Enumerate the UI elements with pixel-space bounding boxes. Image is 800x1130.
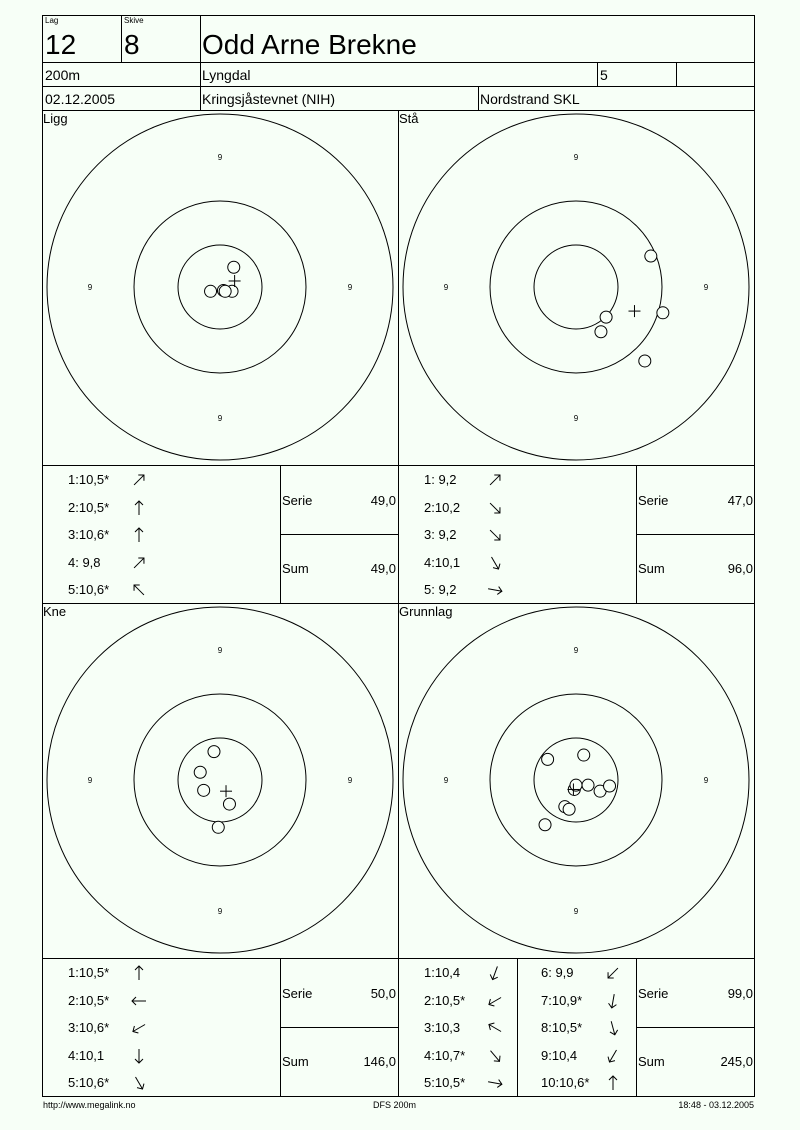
footer-range: DFS 200m (373, 1100, 417, 1110)
direction-arrow-icon (486, 1047, 504, 1065)
panel-title-kne: Kne (43, 604, 67, 619)
sum-value: 49,0 (370, 561, 396, 576)
direction-arrow-icon (604, 1047, 622, 1065)
shot-score: 3:10,6* (68, 527, 110, 542)
shot-hole (657, 307, 669, 319)
shot-score: 2:10,5* (68, 992, 110, 1008)
ring-label: 9 (217, 414, 223, 423)
direction-arrow-icon (486, 526, 504, 544)
distance: 200m (45, 67, 81, 83)
serie-label: Serie (638, 493, 669, 508)
shot-score: 4:10,1 (424, 554, 461, 570)
direction-arrow-icon (486, 964, 504, 982)
sum-value: 146,0 (363, 1054, 396, 1069)
target-1 (47, 114, 393, 460)
shot-hole (194, 766, 206, 778)
direction-arrow-icon (130, 964, 148, 982)
ring-label: 9 (87, 283, 93, 292)
shot-hole (600, 311, 612, 323)
sum-value: 245,0 (720, 1054, 753, 1069)
shooter-name: Odd Arne Brekne (202, 29, 417, 60)
direction-arrow-icon (130, 1074, 148, 1092)
ring-label: 9 (443, 283, 449, 292)
ring-label: 9 (217, 907, 223, 916)
serie-value: 47,0 (727, 493, 753, 508)
shot-score: 8:10,5* (541, 1020, 583, 1035)
sum-label: Sum (282, 561, 309, 576)
shot-score: 1:10,4 (424, 965, 461, 980)
shot-hole (219, 285, 231, 297)
club: Lyngdal (202, 67, 251, 83)
direction-arrow-icon (486, 471, 504, 489)
shot-score: 1:10,5* (68, 472, 110, 487)
shot-score: 2:10,5* (424, 992, 466, 1008)
lag-number: 12 (45, 29, 77, 60)
ring-label: 9 (703, 776, 709, 785)
direction-arrow-icon (604, 992, 622, 1010)
shot-hole (228, 261, 240, 273)
shot-score: 10:10,6* (541, 1075, 590, 1090)
shot-hole (582, 779, 594, 791)
shot-hole (198, 784, 210, 796)
shot-score: 4:10,7* (424, 1047, 466, 1063)
ring-label: 9 (573, 153, 579, 162)
ring-label: 9 (573, 907, 579, 916)
shot-score: 2:10,2 (424, 499, 461, 515)
direction-arrow-icon (130, 992, 148, 1010)
footer-url: http://www.megalink.no (43, 1100, 136, 1110)
shot-score: 3:10,6* (68, 1020, 110, 1035)
organizer: Nordstrand SKL (480, 91, 580, 107)
direction-arrow-icon (486, 499, 504, 517)
class-number: 5 (600, 67, 608, 83)
direction-arrow-icon (486, 1074, 504, 1092)
serie-label: Serie (282, 493, 313, 508)
shot-hole (639, 355, 651, 367)
shot-hole (212, 821, 224, 833)
shot-score: 2:10,5* (68, 499, 110, 515)
shot-score: 4: 9,8 (68, 554, 101, 570)
direction-arrow-icon (604, 1019, 622, 1037)
serie-label: Serie (638, 986, 669, 1001)
shot-score: 5:10,6* (68, 582, 110, 597)
sum-value: 96,0 (727, 561, 753, 576)
date: 02.12.2005 (45, 91, 116, 107)
shot-hole (205, 285, 217, 297)
direction-arrow-icon (130, 554, 148, 572)
ring-label: 9 (347, 776, 353, 785)
ring-label: 9 (87, 776, 93, 785)
target-3 (47, 607, 393, 953)
target-4 (403, 607, 749, 953)
serie-value: 99,0 (727, 986, 753, 1001)
ring-label: 9 (217, 646, 223, 655)
shot-score: 3:10,3 (424, 1020, 461, 1035)
panel-title-sta: Stå (399, 111, 419, 126)
direction-arrow-icon (130, 526, 148, 544)
shot-score: 5: 9,2 (424, 582, 457, 597)
direction-arrow-icon (486, 992, 504, 1010)
direction-arrow-icon (130, 581, 148, 599)
shot-score: 1: 9,2 (424, 472, 457, 487)
sum-label: Sum (282, 1054, 309, 1069)
direction-arrow-icon (486, 554, 504, 572)
shot-hole (539, 819, 551, 831)
shot-hole (645, 250, 657, 262)
direction-arrow-icon (130, 499, 148, 517)
target-ring (403, 114, 749, 460)
sum-label: Sum (638, 1054, 665, 1069)
shot-score: 1:10,5* (68, 965, 110, 980)
skive-number: 8 (124, 29, 140, 60)
footer-timestamp: 18:48 - 03.12.2005 (678, 1100, 754, 1110)
serie-value: 49,0 (370, 493, 396, 508)
shot-score: 7:10,9* (541, 992, 583, 1008)
target-ring (490, 201, 662, 373)
direction-arrow-icon (130, 471, 148, 489)
panel-title-ligg: Ligg (43, 111, 68, 126)
shot-score: 4:10,1 (68, 1047, 105, 1063)
sum-label: Sum (638, 561, 665, 576)
shot-score: 6: 9,9 (541, 965, 574, 980)
ring-label: 9 (443, 776, 449, 785)
panel-title-grunnlag: Grunnlag (399, 604, 453, 619)
skive-caption: Skive (124, 16, 144, 25)
shot-score: 5:10,5* (424, 1075, 466, 1090)
direction-arrow-icon (130, 1019, 148, 1037)
lag-caption: Lag (45, 16, 59, 25)
serie-label: Serie (282, 986, 313, 1001)
serie-value: 50,0 (370, 986, 396, 1001)
ring-label: 9 (573, 414, 579, 423)
shot-hole (563, 803, 575, 815)
direction-arrow-icon (130, 1047, 148, 1065)
shot-hole (542, 753, 554, 765)
ring-label: 9 (217, 153, 223, 162)
shot-hole (578, 749, 590, 761)
shot-score: 5:10,6* (68, 1075, 110, 1090)
direction-arrow-icon (486, 1019, 504, 1037)
shot-hole (208, 746, 220, 758)
shot-score: 3: 9,2 (424, 527, 457, 542)
ring-label: 9 (347, 283, 353, 292)
target-ring (47, 607, 393, 953)
ring-label: 9 (703, 283, 709, 292)
direction-arrow-icon (486, 581, 504, 599)
shot-hole (223, 798, 235, 810)
shot-hole (604, 780, 616, 792)
direction-arrow-icon (604, 964, 622, 982)
shot-hole (595, 326, 607, 338)
shot-score: 9:10,4 (541, 1047, 578, 1063)
direction-arrow-icon (604, 1074, 622, 1092)
ring-label: 9 (573, 646, 579, 655)
venue: Kringsjåstevnet (NIH) (202, 91, 336, 107)
target-ring (134, 694, 306, 866)
target-2 (403, 114, 749, 460)
